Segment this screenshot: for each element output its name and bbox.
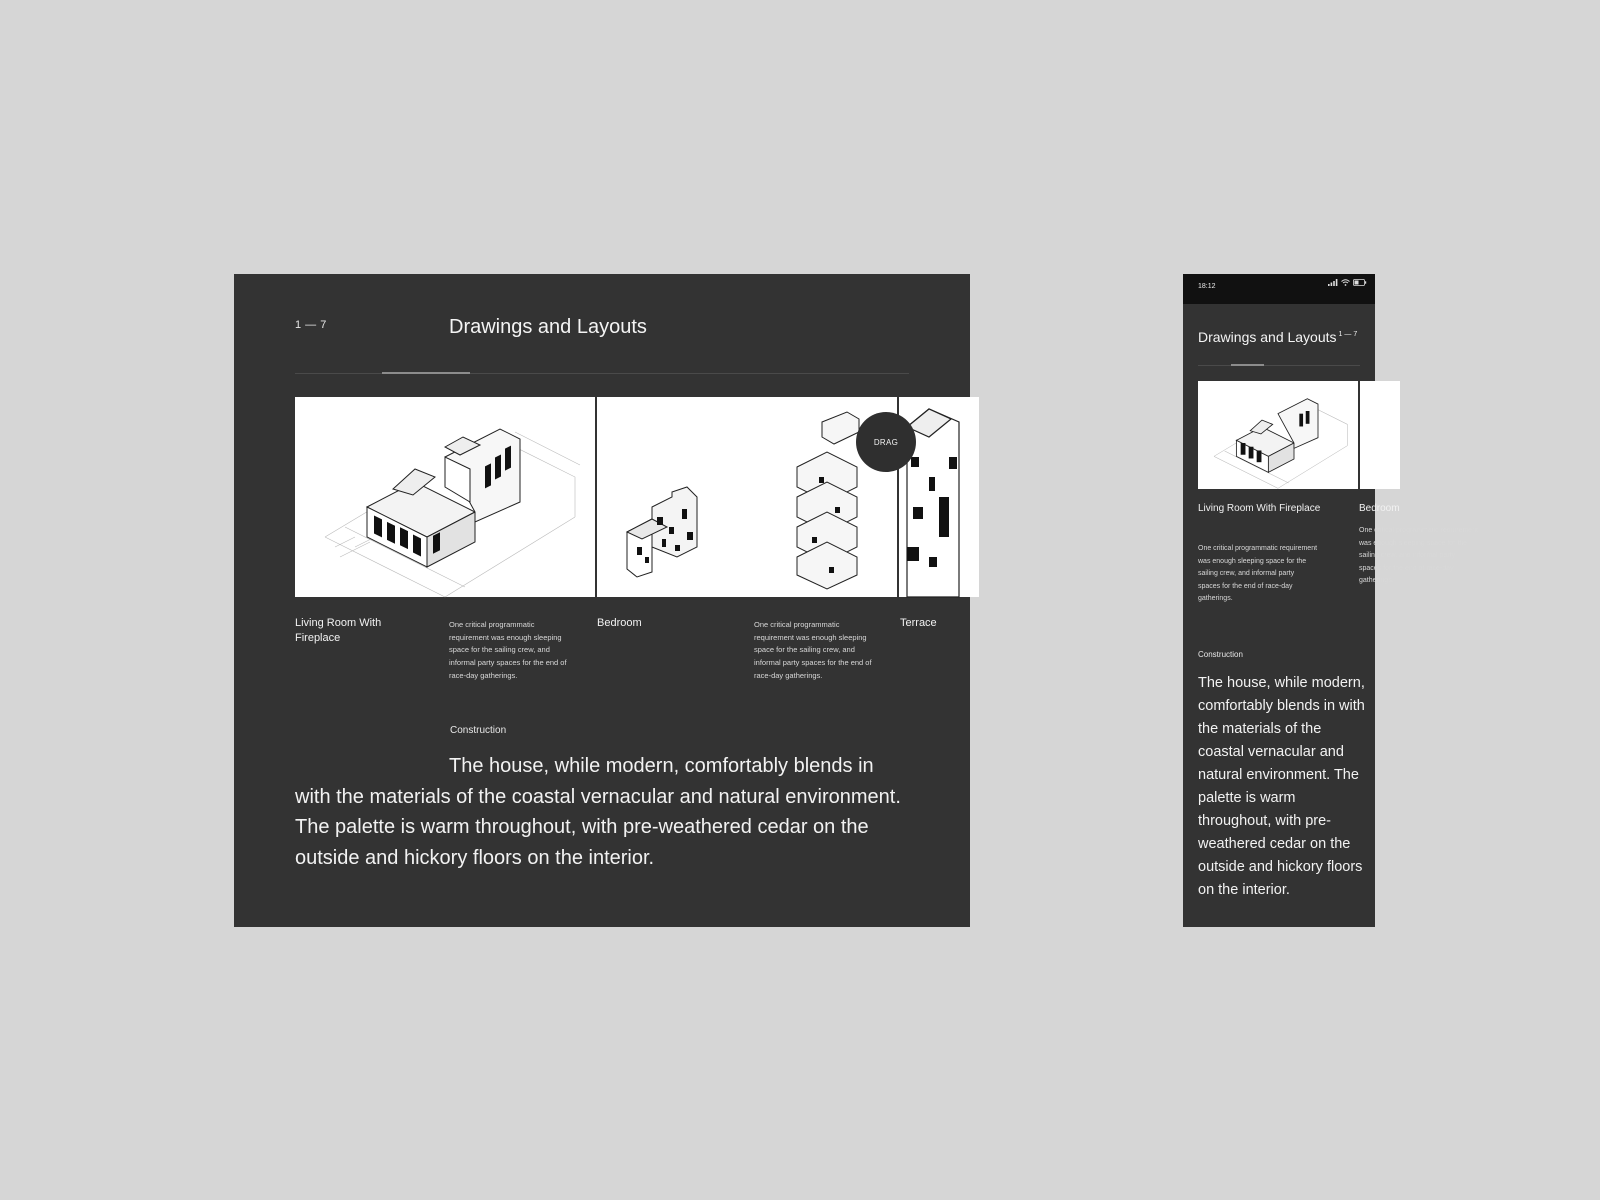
drag-handle[interactable]: DRAG: [856, 412, 916, 472]
desktop-mockup: [234, 274, 970, 927]
card-description-bedroom: One critical programmatic requirement was enough sleeping space for the sailing crew, and informal party spaces for the end of race-day gatherings.: [754, 620, 872, 680]
battery-icon: [1353, 273, 1367, 291]
section-label: Construction: [450, 725, 507, 736]
card-description-living-room: One critical programmatic requirement was enough sleeping space for the sailing crew, and informal party spaces for the end of race-day gatherings.: [1198, 545, 1318, 603]
card-title-terrace: Terrace: [900, 617, 937, 629]
drawing-image-bedroom[interactable]: [597, 397, 897, 597]
body-text: The house, while modern, comfortably blends in with the materials of the coastal vernacular and natural environment. The palette is warm throughout, with pre-weathered cedar on the outside and hickory floors on the interior.: [295, 755, 901, 869]
slide-counter: 1 — 7: [295, 319, 327, 331]
status-time: 18:12: [1198, 283, 1216, 290]
page-title: Drawings and Layouts: [449, 316, 647, 338]
divider: [1198, 365, 1360, 366]
slide-counter: 1 — 7: [1338, 331, 1358, 339]
card-description-bedroom: One critical programmatic requirement was enough sleeping space for the sailing crew, and informal party spaces for the end of race-day gatherings.: [1359, 527, 1479, 585]
drawing-image-living-room[interactable]: [1198, 381, 1358, 489]
card-title-bedroom: Bedroom: [597, 617, 642, 629]
card-title-living-room: Living Room With Fireplace: [1198, 503, 1321, 514]
mobile-mockup: [1183, 274, 1479, 927]
card-description-living-room: One critical programmatic requirement was enough sleeping space for the sailing crew, and informal party spaces for the end of race-day gatherings.: [449, 620, 567, 680]
status-bar: [1183, 274, 1375, 304]
system-icons: [1328, 283, 1367, 291]
section-label: Construction: [1198, 650, 1243, 659]
body-text: The house, while modern, comfortably blends in with the materials of the coastal vernacular and natural environment. The palette is warm throughout, with pre-weathered cedar on the outside and hickory floors on the interior.: [1198, 675, 1365, 898]
card-title-bedroom: Bedroom: [1359, 503, 1400, 514]
card-title-living-room: Living Room With Fireplace: [295, 617, 382, 644]
drawing-image-bedroom[interactable]: [1360, 381, 1400, 489]
page-title: Drawings and Layouts $^{1 — 7}$: [1198, 329, 1358, 345]
progress-indicator: [1231, 364, 1264, 366]
drawings-carousel[interactable]: [1198, 381, 1375, 489]
progress-indicator: [382, 372, 470, 374]
wifi-icon: [1341, 273, 1350, 291]
drawing-image-living-room[interactable]: [295, 397, 595, 597]
signal-icon: [1328, 273, 1338, 291]
